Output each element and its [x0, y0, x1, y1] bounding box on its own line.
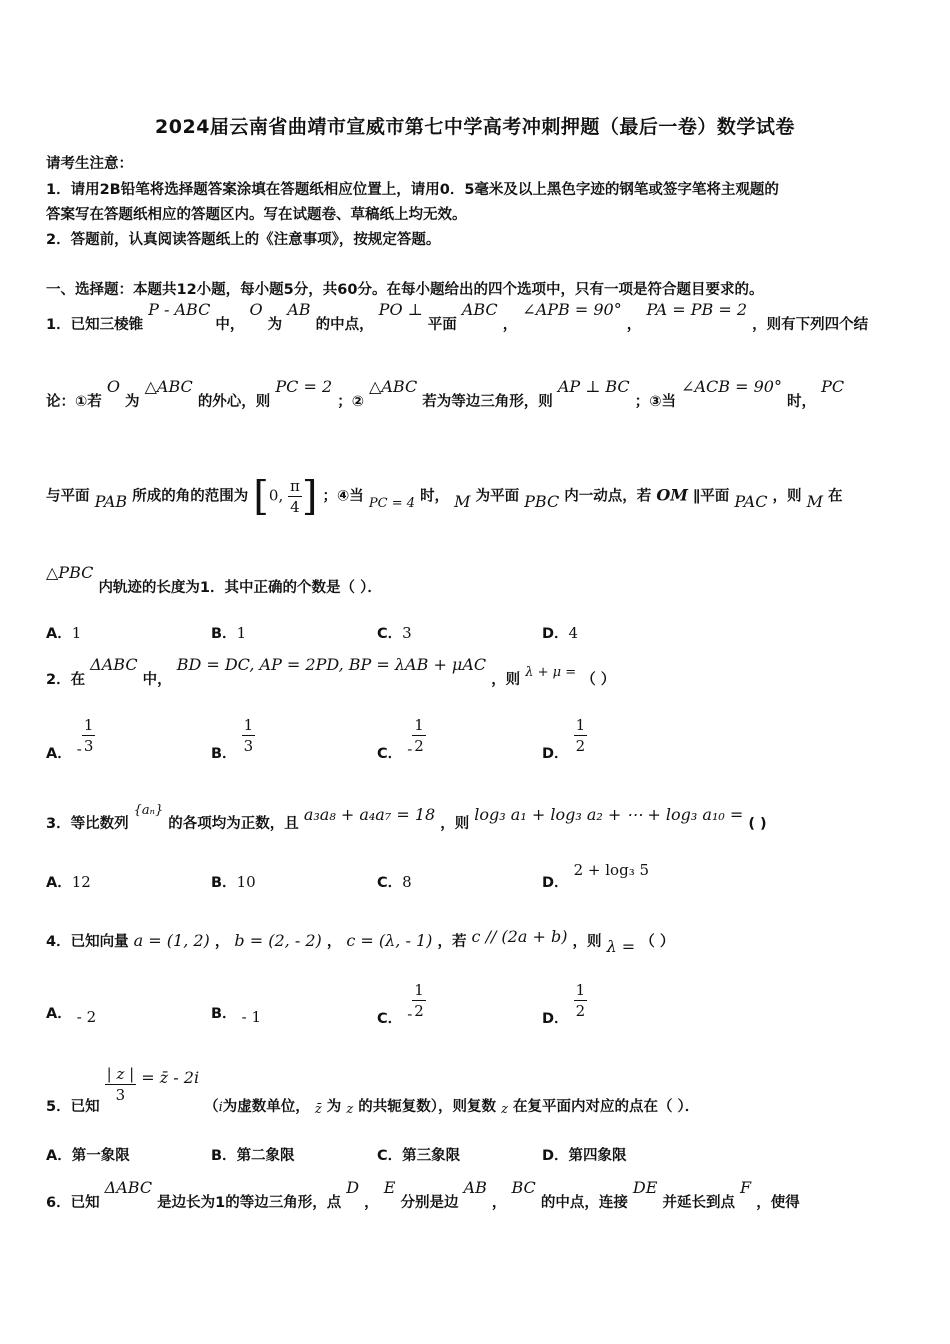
q3-option-d[interactable]: D． 2 + log₃ 5	[542, 861, 650, 891]
q3-text: 的各项均为正数，且	[168, 816, 299, 832]
q2-option-c[interactable]: C． - $\frac{1}{2}$	[377, 716, 424, 762]
q1-text: 为平面	[475, 488, 520, 505]
q1-math: PA = PB = 2	[646, 300, 748, 319]
q2-text: 中，	[142, 672, 172, 688]
q1-text: 与平面	[46, 488, 90, 505]
q1-text: 1．已知三棱锥	[46, 317, 144, 333]
q3-text: ( )	[748, 816, 767, 832]
q1-option-a[interactable]: A．1	[46, 624, 82, 642]
q3-option-b[interactable]: B．10	[211, 873, 256, 891]
q1-text: 的中点，	[315, 317, 374, 333]
q1-text: ；②	[337, 394, 364, 410]
q1-math: O	[106, 377, 120, 396]
notice-line-3: 2．答题前，认真阅读答题纸上的《注意事项》，按规定答题。	[46, 232, 441, 248]
q4-text: （ ）	[640, 934, 675, 950]
q1-text: ，则有下列四个结	[752, 317, 869, 333]
question-3	[46, 803, 767, 833]
q1-math: PBC	[524, 491, 560, 511]
q4-text: 4．已知向量	[46, 934, 129, 950]
q1-text: 平面	[427, 317, 457, 333]
q5-math: z	[501, 1101, 508, 1117]
q1-math: PO ⊥	[378, 300, 423, 319]
q6-math: AB	[463, 1178, 487, 1197]
q1-math: ABC	[461, 300, 498, 319]
q6-text: 是边长为1的等边三角形，点	[157, 1195, 342, 1211]
q4-text: ，若	[437, 934, 467, 950]
q4-option-d[interactable]: D． $\frac{1}{2}$	[542, 981, 586, 1027]
q6-math: BC	[511, 1178, 536, 1197]
q2-text: 2．在	[46, 672, 86, 688]
q1-math: O	[249, 300, 263, 319]
q1-text: 在	[828, 488, 843, 505]
q2-option-b[interactable]: B． $\frac{1}{3}$	[211, 716, 254, 762]
question-5	[46, 1064, 700, 1117]
q4-text: ，	[214, 934, 230, 950]
q1-text: ∥平面	[693, 488, 730, 505]
q6-math: F	[740, 1178, 752, 1197]
q5-text: 为	[326, 1098, 342, 1115]
q5-option-d[interactable]: D．第四象限	[542, 1148, 627, 1164]
q3-option-a[interactable]: A．12	[46, 873, 91, 891]
q3-math: a₃a₈ + a₄a₇ = 18	[303, 805, 436, 824]
q1-option-b[interactable]: B．1	[211, 624, 247, 642]
section-heading: 一、选择题：本题共12小题，每小题5分，共60分。在每小题给出的四个选项中，只有一项是符合题目要求的。	[46, 282, 764, 298]
q6-math: D	[346, 1178, 360, 1197]
q1-text: ，	[626, 317, 642, 333]
q1-math: ∠ACB = 90°	[681, 377, 782, 396]
q1-text: 为	[267, 317, 283, 333]
q1-text: 时，	[787, 394, 817, 410]
q4-text: ，	[326, 934, 342, 950]
question-4	[46, 927, 675, 956]
q5-text: （	[204, 1098, 219, 1115]
q1-text: ；③当	[634, 394, 677, 410]
q4-option-b[interactable]: B． - 1	[211, 1006, 262, 1026]
q5-option-a[interactable]: A．第一象限	[46, 1148, 130, 1164]
q6-text: 并延长到点	[662, 1195, 735, 1211]
q1-text: 论：①若	[46, 394, 102, 410]
q3-text: 3．等比数列	[46, 816, 129, 832]
q5-text: 在复平面内对应的点在（ ）．	[513, 1098, 700, 1115]
q4-text: ，则	[572, 934, 602, 950]
q2-text: （ ）	[581, 672, 616, 688]
page-title: 2024届云南省曲靖市宣威市第七中学高考冲刺押题（最后一卷）数学试卷	[155, 116, 795, 138]
q1-math: AB	[287, 300, 311, 319]
q1-math: △PBC	[46, 563, 94, 582]
q1-math: OM	[656, 485, 688, 505]
q1-math: ∠APB = 90°	[522, 300, 622, 319]
q6-math: ΔABC	[104, 1178, 153, 1197]
q5-math: i	[218, 1099, 223, 1115]
notice-line-1: 1．请用2B铅笔将选择题答案涂填在答题纸相应位置上，请用0．5毫米及以上黑色字迹的钢笔或签字笔将主观题的	[46, 182, 779, 198]
question-1-line-2	[46, 377, 845, 411]
q1-option-d[interactable]: D．4	[542, 624, 579, 642]
q6-text: 的中点，连接	[540, 1195, 628, 1211]
q1-text: ，则	[772, 488, 802, 505]
q3-option-c[interactable]: C．8	[377, 873, 412, 891]
q1-interval: [0, $\frac{\pi}{4}$ ]	[253, 473, 318, 520]
q3-math: {aₙ}	[133, 803, 164, 818]
q1-option-c[interactable]: C．3	[377, 624, 412, 642]
q5-math: = z̄ - 2i	[141, 1067, 200, 1087]
q1-math: P - ABC	[148, 300, 211, 319]
q4-option-a[interactable]: A． - 2	[46, 1006, 97, 1026]
q1-text: 的外心，则	[197, 394, 271, 410]
q4-option-c[interactable]: C． - $\frac{1}{2}$	[377, 981, 424, 1027]
q5-math: z	[346, 1101, 354, 1117]
notice-heading: 请考生注意：	[46, 156, 133, 172]
q1-math: PAC	[734, 491, 768, 511]
q5-text: 5．已知	[46, 1098, 100, 1115]
q1-text: 中，	[215, 317, 245, 333]
question-1-line-4	[46, 563, 382, 597]
q1-math: △ABC	[369, 377, 418, 396]
q1-math: PC = 4	[368, 495, 415, 511]
q5-text: 为虚数单位，	[222, 1098, 310, 1115]
q2-math: ΔABC	[90, 655, 138, 674]
q2-option-d[interactable]: D． $\frac{1}{2}$	[542, 716, 586, 762]
q1-math: △ABC	[144, 377, 193, 396]
notice-line-2: 答案写在答题纸相应的答题区内。写在试题卷、草稿纸上均无效。	[46, 207, 467, 223]
q1-text: ；④当	[322, 488, 364, 505]
q1-text: 内一动点，若	[564, 488, 652, 505]
q6-math: DE	[632, 1178, 658, 1197]
q1-math: AP ⊥ BC	[557, 377, 630, 396]
q6-math: E	[383, 1178, 396, 1197]
q1-math: PAB	[94, 491, 128, 511]
q2-text: ，则	[491, 672, 521, 688]
question-6	[46, 1178, 800, 1212]
q6-text: ，	[491, 1195, 507, 1211]
q5-math: z̄	[314, 1101, 322, 1117]
q1-text: 为	[125, 394, 140, 410]
question-1-line-1	[46, 300, 869, 334]
q4-math: a = (1, 2)	[133, 931, 210, 950]
q6-text: 6．已知	[46, 1195, 100, 1211]
q1-math: M	[454, 491, 471, 511]
q5-option-c[interactable]: C．第三象限	[377, 1148, 461, 1164]
q6-text: ，	[364, 1195, 379, 1211]
q1-text: 若为等边三角形，则	[422, 394, 553, 410]
q1-text: 内轨迹的长度为1．其中正确的个数是（ ）．	[98, 580, 382, 596]
q1-text: 所成的角的范围为	[132, 488, 249, 505]
q1-text: 时，	[420, 488, 450, 505]
q4-math: λ =	[606, 937, 636, 956]
question-1-line-3	[46, 473, 843, 520]
q4-math: b = (2, - 2)	[234, 931, 322, 950]
q5-option-b[interactable]: B．第二象限	[211, 1148, 295, 1164]
q3-math: log₃ a₁ + log₃ a₂ + ⋯ + log₃ a₁₀ =	[474, 805, 744, 824]
q2-math: BD = DC, AP = 2PD, BP = λAB + μAC	[176, 655, 487, 674]
q1-math: M	[806, 491, 823, 511]
q1-math: PC	[821, 377, 845, 396]
q1-text: ，	[502, 317, 518, 333]
q6-text: 分别是边	[400, 1195, 459, 1211]
q5-fraction: $\frac{| z |}{3}$	[106, 1065, 135, 1104]
question-2	[46, 655, 616, 689]
q4-math: c // (2a + b)	[471, 927, 568, 946]
q3-text: ，则	[440, 816, 470, 832]
q6-text: ，使得	[756, 1195, 800, 1211]
q5-text: 的共轭复数），则复数	[358, 1098, 497, 1115]
q2-math: λ + μ =	[525, 665, 577, 680]
q2-option-a[interactable]: A． - $\frac{1}{3}$	[46, 716, 94, 762]
q1-math: PC = 2	[275, 377, 333, 396]
q4-math: c = (λ, - 1)	[346, 931, 433, 950]
